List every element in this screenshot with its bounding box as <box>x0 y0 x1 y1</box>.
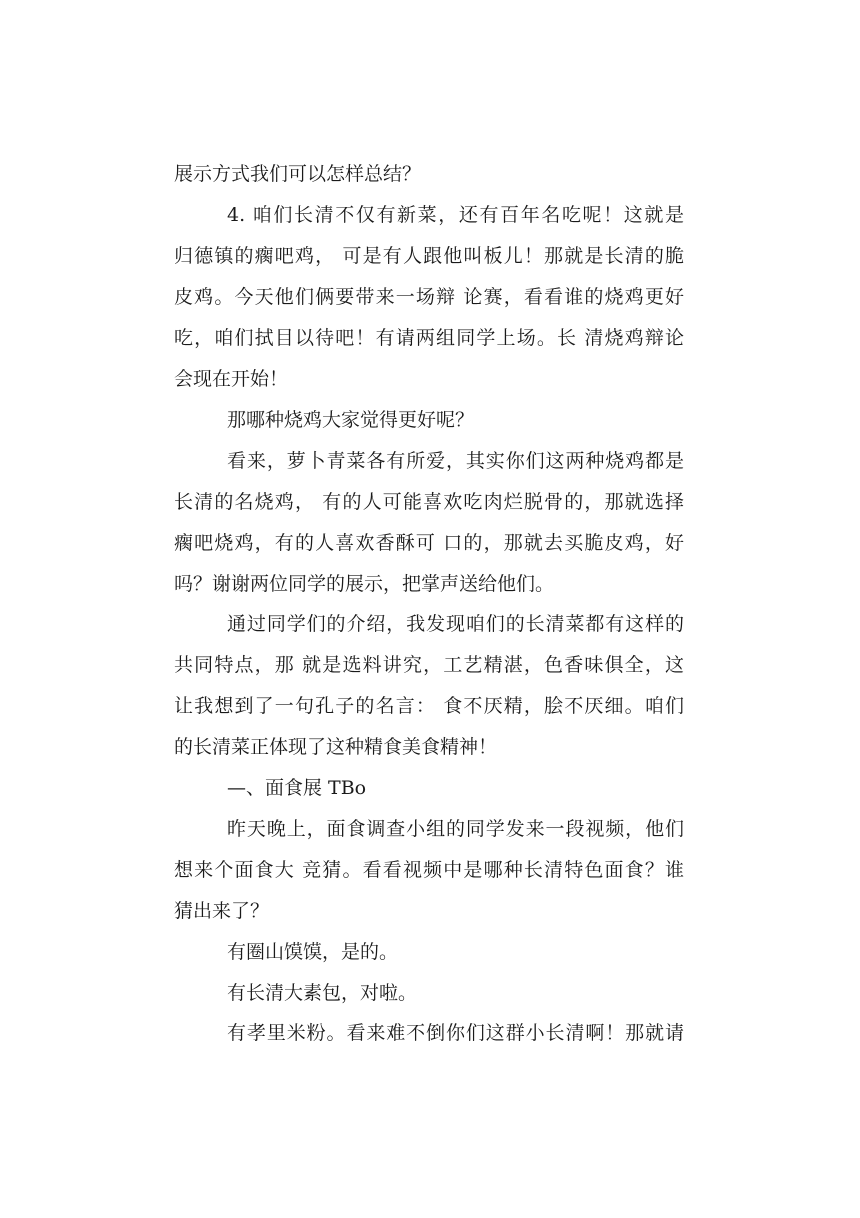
text-line: 归德镇的瘸吧鸡， 可是有人跟他叫板儿！那就是长清的脆 <box>174 245 684 267</box>
text-line: 吗？谢谢两位同学的展示，把掌声送给他们。 <box>174 573 555 595</box>
text-line: 想来个面食大 竞猜。看看视频中是哪种长清特色面食？谁 <box>174 859 684 881</box>
section-heading: —、面食展 TBo <box>227 777 367 799</box>
text-line: 展示方式我们可以怎样总结？ <box>174 163 422 185</box>
text-line: 让我想到了一句孔子的名言： 食不厌精，脍不厌细。咱们 <box>174 695 684 717</box>
text-line: 有长清大素包，对啦。 <box>227 982 418 1004</box>
text-line: 那哪种烧鸡大家觉得更好呢？ <box>227 409 475 431</box>
text-line: 的长清菜正体现了这种精食美食精神！ <box>174 736 498 758</box>
text-line: 长清的名烧鸡， 有的人可能喜欢吃肉烂脱骨的，那就选择 <box>174 491 684 513</box>
text-line: 有圈山馍馍，是的。 <box>227 941 399 963</box>
text-line: 吃，咱们拭目以待吧！有请两组同学上场。长 清烧鸡辩论 <box>174 327 684 349</box>
text-line: 4. 咱们长清不仅有新菜，还有百年名吃呢！这就是 <box>227 204 684 226</box>
text-line: 共同特点，那 就是选料讲究，工艺精湛，色香味俱全，这 <box>174 654 684 676</box>
text-line: 看来，萝卜青菜各有所爱，其实你们这两种烧鸡都是 <box>227 450 684 472</box>
text-line: 猜出来了？ <box>174 900 270 922</box>
text-line: 瘸吧烧鸡，有的人喜欢香酥可 口的，那就去买脆皮鸡，好 <box>174 532 684 554</box>
text-line: 有孝里米粉。看来难不倒你们这群小长清啊！那就请 <box>227 1022 684 1044</box>
text-line: 皮鸡。今天他们俩要带来一场辩 论赛，看看谁的烧鸡更好 <box>174 286 684 308</box>
text-line: 昨天晚上，面食调查小组的同学发来一段视频，他们 <box>227 818 684 840</box>
text-line: 会现在开始！ <box>174 368 289 390</box>
text-line: 通过同学们的介绍，我发现咱们的长清菜都有这样的 <box>227 613 684 635</box>
